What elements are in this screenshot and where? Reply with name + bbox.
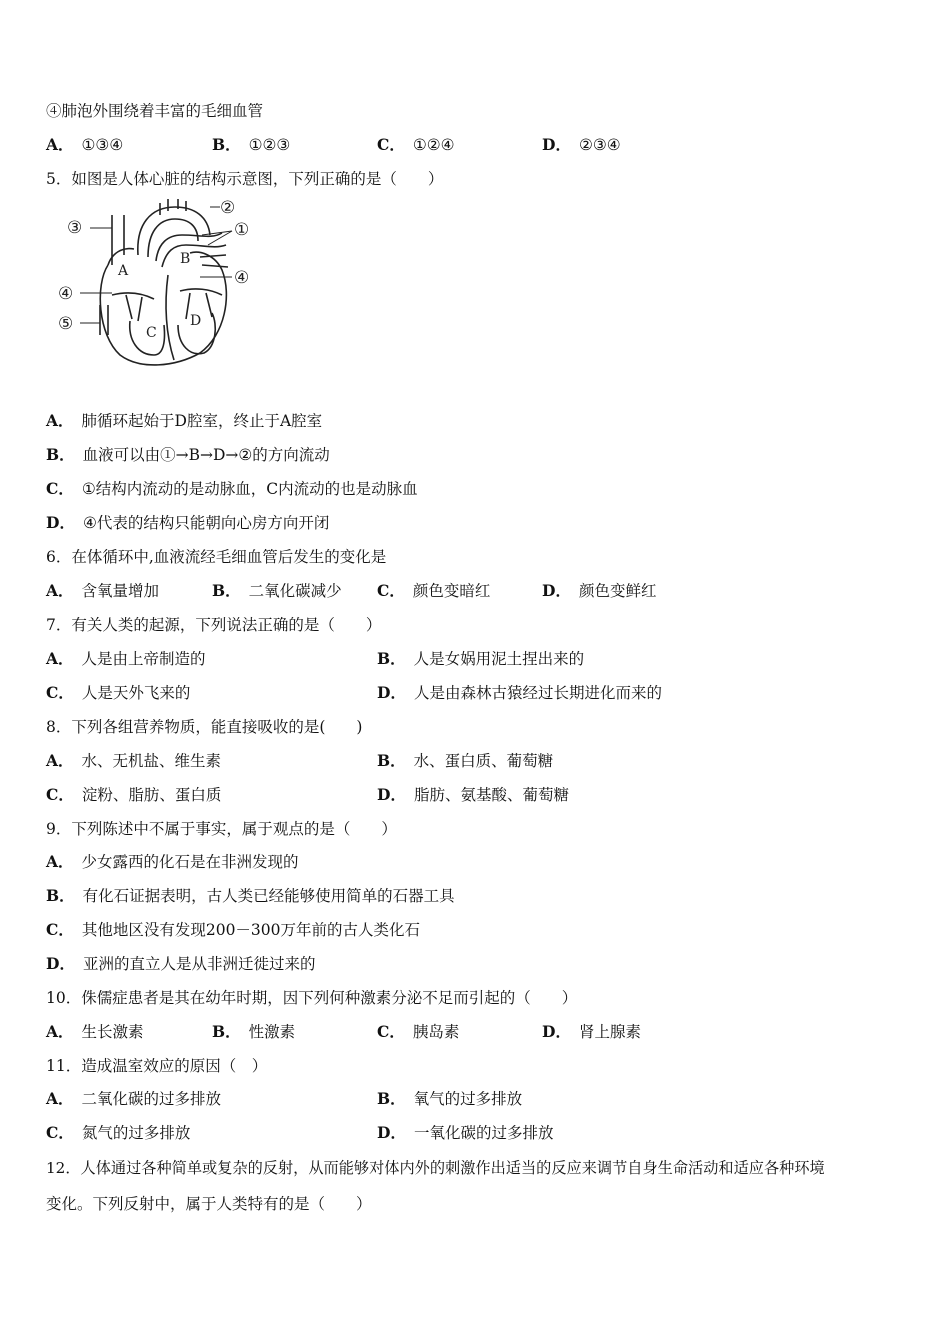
figure-label-2: ② — [220, 198, 236, 218]
q11-option-a: A． 二氧化碳的过多排放 — [46, 1089, 222, 1108]
q10-option-c: C． 胰岛素 — [377, 1022, 460, 1041]
figure-label-5: ⑤ — [58, 314, 74, 334]
chamber-label-d: D — [190, 313, 202, 329]
figure-label-1: ① — [234, 220, 250, 240]
q11-option-b: B． 氧气的过多排放 — [377, 1089, 523, 1108]
q10-stem: 10．侏儒症患者是其在幼年时期，因下列何种激素分泌不足而引起的（ ） — [46, 989, 578, 1007]
chamber-label-b: B — [180, 251, 191, 267]
q6-option-a: A． 含氧量增加 — [46, 581, 160, 600]
chamber-label-c: C — [146, 325, 157, 341]
q5-option-c: C． ①结构内流动的是动脉血，C内流动的也是动脉血 — [46, 479, 418, 498]
figure-label-3: ③ — [67, 218, 83, 238]
heart-diagram — [50, 195, 265, 375]
q5-option-b: B． 血液可以由①→B→D→②的方向流动 — [46, 445, 330, 464]
q9-option-d: D． 亚洲的直立人是从非洲迁徙过来的 — [46, 954, 316, 973]
q8-option-a: A． 水、无机盐、维生素 — [46, 751, 222, 770]
q10-option-d: D． 肾上腺素 — [542, 1022, 641, 1041]
chamber-label-a: A — [118, 263, 129, 279]
q11-option-c: C． 氮气的过多排放 — [46, 1123, 191, 1142]
q10-option-a: A． 生长激素 — [46, 1022, 144, 1041]
q9-stem: 9．下列陈述中不属于事实，属于观点的是（ ） — [46, 820, 397, 838]
q8-option-d: D． 脂肪、氨基酸、葡萄糖 — [377, 785, 569, 804]
q12-stem-line1: 12．人体通过各种简单或复杂的反射，从而能够对体内外的刺激作出适当的反应来调节自身生命活动和适应各种环境 — [46, 1159, 825, 1177]
q7-option-b: B． 人是女娲用泥土捏出来的 — [377, 649, 585, 668]
q6-option-b: B． 二氧化碳减少 — [212, 581, 342, 600]
q11-option-d: D． 一氧化碳的过多排放 — [377, 1123, 554, 1142]
q6-stem: 6．在体循环中,血液流经毛细血管后发生的变化是 — [46, 548, 387, 566]
q9-option-c: C． 其他地区没有发现200－300万年前的古人类化石 — [46, 920, 421, 939]
q6-option-c: C． 颜色变暗红 — [377, 581, 491, 600]
q7-stem: 7．有关人类的起源，下列说法正确的是（ ） — [46, 616, 382, 634]
q4-option-b: B． ①②③ — [212, 135, 291, 154]
q11-stem: 11．造成温室效应的原因（ ） — [46, 1057, 268, 1075]
q8-option-b: B． 水、蛋白质、葡萄糖 — [377, 751, 554, 770]
figure-label-4-right: ④ — [234, 268, 250, 288]
q4-option-a: A． ①③④ — [46, 135, 124, 154]
q8-stem: 8．下列各组营养物质，能直接吸收的是( ) — [46, 718, 363, 736]
q10-option-b: B． 性激素 — [212, 1022, 296, 1041]
q4-option-c: C． ①②④ — [377, 135, 455, 154]
q7-option-c: C． 人是天外飞来的 — [46, 683, 191, 702]
q9-option-b: B． 有化石证据表明，古人类已经能够使用简单的石器工具 — [46, 886, 455, 905]
q5-stem: 5．如图是人体心脏的结构示意图，下列正确的是（ ） — [46, 170, 444, 188]
q5-option-a: A． 肺循环起始于D腔室，终止于A腔室 — [46, 411, 323, 430]
q7-option-a: A． 人是由上帝制造的 — [46, 649, 206, 668]
q8-option-c: C． 淀粉、脂肪、蛋白质 — [46, 785, 222, 804]
q4-option-d: D． ②③④ — [542, 135, 621, 154]
q5-option-d: D． ④代表的结构只能朝向心房方向开闭 — [46, 513, 330, 532]
q7-option-d: D． 人是由森林古猿经过长期进化而来的 — [377, 683, 662, 702]
q4-item4: ④肺泡外围绕着丰富的毛细血管 — [46, 102, 264, 120]
q6-option-d: D． 颜色变鲜红 — [542, 581, 657, 600]
q9-option-a: A． 少女露西的化石是在非洲发现的 — [46, 852, 299, 871]
figure-label-4-left: ④ — [58, 284, 74, 304]
q12-stem-line2: 变化。下列反射中，属于人类特有的是（ ） — [46, 1195, 372, 1213]
